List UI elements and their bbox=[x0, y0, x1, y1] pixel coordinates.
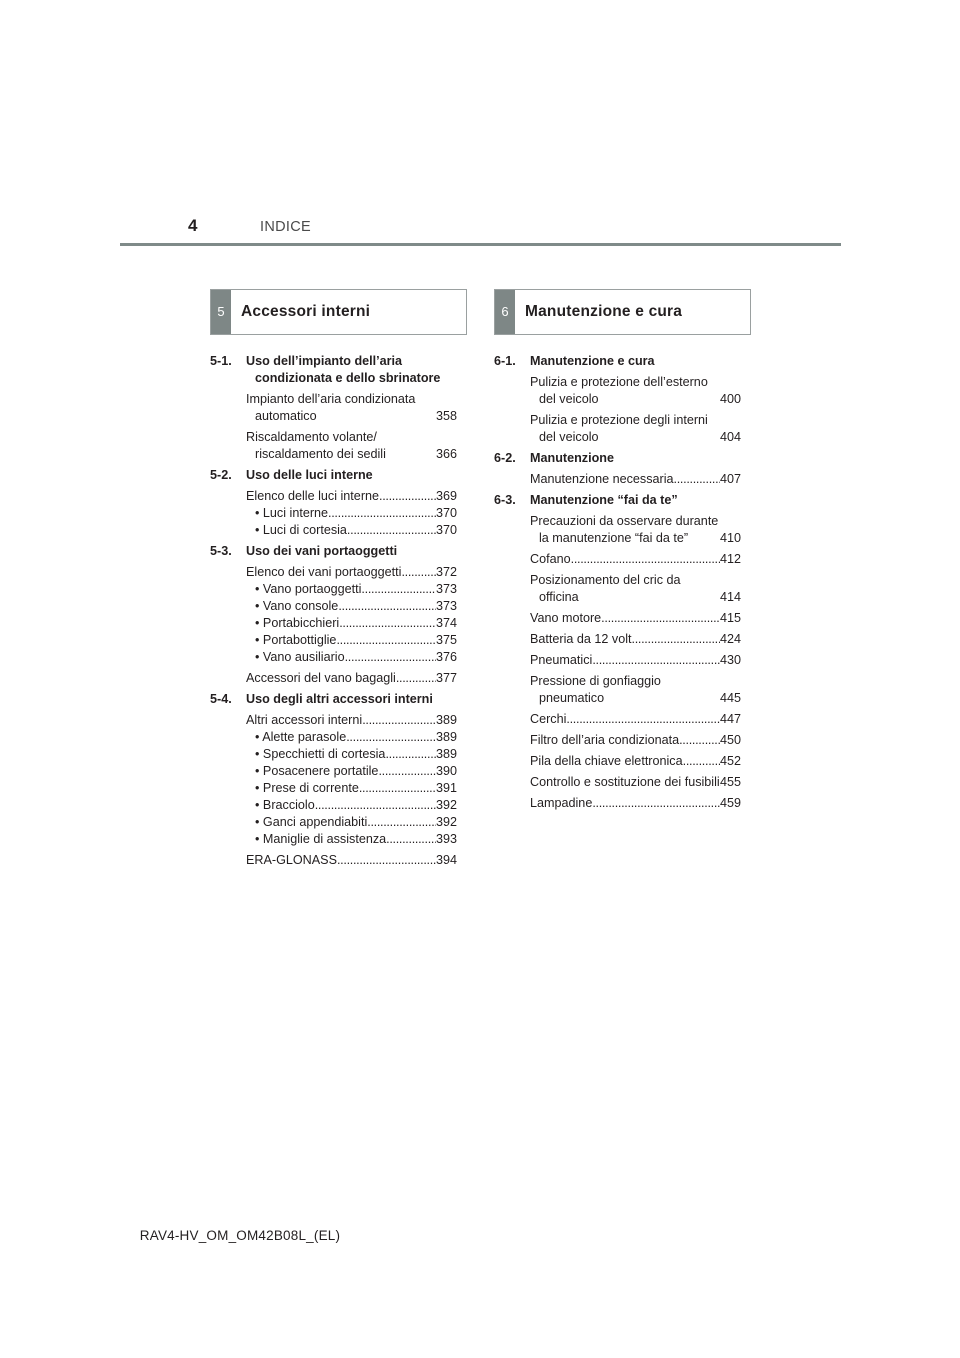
toc-page-number: 392 bbox=[435, 798, 457, 812]
toc-entry[interactable] bbox=[530, 652, 741, 669]
dot-leader bbox=[396, 670, 436, 687]
toc-page-number: 424 bbox=[719, 632, 741, 646]
toc-entry-text: Lampadine bbox=[530, 796, 593, 810]
toc-entry-text: ERA-GLONASS bbox=[246, 853, 337, 867]
toc-page-number: 389 bbox=[435, 730, 457, 744]
toc-entry[interactable] bbox=[246, 505, 457, 522]
toc-page-number: 393 bbox=[435, 832, 457, 846]
dot-leader bbox=[592, 795, 720, 812]
toc-entry-text: Pulizia e protezione degli interni del veicolo bbox=[530, 413, 708, 444]
dot-leader bbox=[592, 652, 720, 669]
dot-leader bbox=[315, 797, 436, 814]
dot-leader bbox=[385, 746, 436, 763]
section-title: Accessori interni bbox=[241, 303, 371, 320]
toc-entry-text: Vano motore bbox=[530, 611, 602, 625]
bullet-entry-text: • Alette parasole bbox=[255, 730, 347, 744]
subsection-heading bbox=[494, 492, 741, 509]
subsection-title: Uso dei vani portaoggetti bbox=[246, 544, 398, 558]
toc-page-number: 373 bbox=[435, 599, 457, 613]
toc-entry[interactable] bbox=[246, 391, 457, 425]
bullet-entry-text: • Vano ausiliario bbox=[255, 650, 345, 664]
toc-entry-text: Pila della chiave elettronica bbox=[530, 754, 683, 768]
toc-page-number: 370 bbox=[435, 506, 457, 520]
toc-entry[interactable] bbox=[246, 522, 457, 539]
toc-entry-text: Altri accessori interni bbox=[246, 713, 363, 727]
toc-page-number: 400 bbox=[719, 392, 741, 406]
toc-entry[interactable] bbox=[246, 780, 457, 797]
toc-page-number: 414 bbox=[719, 590, 741, 604]
toc-page-number: 430 bbox=[719, 653, 741, 667]
dot-leader bbox=[674, 471, 720, 488]
dot-leader bbox=[683, 753, 720, 770]
bullet-entry-text: • Ganci appendiabiti bbox=[255, 815, 368, 829]
toc-page-number: 415 bbox=[719, 611, 741, 625]
subsection-number: 6-2. bbox=[494, 451, 516, 465]
subsection-title: Manutenzione e cura bbox=[530, 354, 655, 368]
toc-page-number: 375 bbox=[435, 633, 457, 647]
toc-entry-text: Impianto dell’aria condizionata automatico bbox=[246, 392, 416, 423]
bullet-entry-text: • Luci di cortesia bbox=[255, 523, 347, 537]
bullet-entry-text: • Prese di corrente bbox=[255, 781, 359, 795]
toc-entry[interactable] bbox=[246, 564, 457, 581]
toc-page-number: 373 bbox=[435, 582, 457, 596]
subsection-heading bbox=[210, 543, 457, 560]
bullet-entry-text: • Portabicchieri bbox=[255, 616, 340, 630]
toc-entry-text: Batteria da 12 volt bbox=[530, 632, 632, 646]
bullet-entry-text: • Posacenere portatile bbox=[255, 764, 379, 778]
toc-page-number: 452 bbox=[719, 754, 741, 768]
toc-entry-text: Controllo e sostituzione dei fusibili bbox=[530, 775, 720, 789]
toc-entry-text: Vano ausiliario bbox=[262, 650, 345, 664]
dot-leader bbox=[632, 631, 720, 648]
toc-entry[interactable] bbox=[246, 852, 457, 869]
subsection-number: 5-2. bbox=[210, 468, 232, 482]
toc-page-number: 407 bbox=[719, 472, 741, 486]
toc-page-number: 392 bbox=[435, 815, 457, 829]
toc-page-number: 370 bbox=[435, 523, 457, 537]
dot-leader bbox=[336, 632, 436, 649]
toc-entry-text: Filtro dell’aria condizionata bbox=[530, 733, 680, 747]
toc-page-number: 459 bbox=[719, 796, 741, 810]
toc-entry-text: Luci di cortesia bbox=[262, 523, 347, 537]
toc-entry[interactable] bbox=[246, 797, 457, 814]
toc-entry[interactable] bbox=[246, 831, 457, 848]
toc-entry[interactable] bbox=[246, 488, 457, 505]
dot-leader bbox=[571, 551, 720, 568]
toc-entry-text: Bracciolo bbox=[262, 798, 315, 812]
toc-entry-text: Specchietti di cortesia bbox=[262, 747, 386, 761]
subsection-number: 5-4. bbox=[210, 692, 232, 706]
toc-page-number: 450 bbox=[719, 733, 741, 747]
dot-leader bbox=[566, 711, 720, 728]
bullet-entry-text: • Luci interne bbox=[255, 506, 329, 520]
subsection-heading bbox=[494, 353, 741, 370]
toc-entry-text: Alette parasole bbox=[262, 730, 347, 744]
dot-leader bbox=[359, 780, 436, 797]
subsection-number: 6-1. bbox=[494, 354, 516, 368]
toc-entry[interactable] bbox=[530, 610, 741, 627]
dot-leader bbox=[338, 598, 436, 615]
section-header-6 bbox=[494, 289, 751, 335]
subsection-title: Uso delle luci interne bbox=[246, 468, 373, 482]
toc-entry-text: Ganci appendiabiti bbox=[262, 815, 368, 829]
subsection-heading bbox=[210, 353, 457, 387]
toc-entry[interactable] bbox=[246, 712, 457, 729]
dot-leader bbox=[378, 763, 436, 780]
toc-entry[interactable] bbox=[530, 374, 741, 408]
toc-entry[interactable] bbox=[530, 753, 741, 770]
toc-entry[interactable] bbox=[530, 551, 741, 568]
toc-page-number: 410 bbox=[719, 531, 741, 545]
toc-entry-text: Maniglie di assistenza bbox=[262, 832, 387, 846]
toc-entry-text: Manutenzione necessaria bbox=[530, 472, 674, 486]
toc-page-number: 404 bbox=[719, 430, 741, 444]
dot-leader bbox=[601, 610, 720, 627]
toc-page-number: 374 bbox=[435, 616, 457, 630]
toc-entry-text: Accessori del vano bagagli bbox=[246, 671, 396, 685]
subsection-title: Manutenzione bbox=[530, 451, 614, 465]
dot-leader bbox=[362, 712, 436, 729]
subsection-number: 6-3. bbox=[494, 493, 516, 507]
toc-column-left bbox=[210, 353, 457, 869]
subsection-heading bbox=[210, 691, 457, 708]
toc-entry-text: Portabicchieri bbox=[262, 616, 340, 630]
page-number: 4 bbox=[188, 216, 198, 235]
section-number-tab: 6 bbox=[495, 290, 515, 334]
toc-entry[interactable] bbox=[530, 711, 741, 728]
toc-entry[interactable] bbox=[246, 581, 457, 598]
toc-page-number: 394 bbox=[435, 853, 457, 867]
toc-page-number: 391 bbox=[435, 781, 457, 795]
dot-leader bbox=[345, 649, 436, 666]
toc-page-number: 369 bbox=[435, 489, 457, 503]
dot-leader bbox=[386, 831, 436, 848]
toc-entry[interactable] bbox=[530, 774, 741, 791]
toc-column-right bbox=[494, 353, 741, 812]
subsection-title: Uso dell’impianto dell’aria condizionata e dello sbrinatore bbox=[246, 354, 441, 385]
toc-entry-text: Prese di corrente bbox=[262, 781, 359, 795]
dot-leader bbox=[346, 729, 436, 746]
subsection-title: Manutenzione “fai da te” bbox=[530, 493, 678, 507]
dot-leader bbox=[679, 732, 720, 749]
toc-entry-text: Elenco dei vani portaoggetti bbox=[246, 565, 402, 579]
toc-entry-text: Vano portaoggetti bbox=[262, 582, 362, 596]
toc-entry[interactable] bbox=[530, 732, 741, 749]
toc-entry[interactable] bbox=[246, 615, 457, 632]
toc-entry-text: Cofano bbox=[530, 552, 571, 566]
bullet-entry-text: • Vano portaoggetti bbox=[255, 582, 362, 596]
section-title: Manutenzione e cura bbox=[525, 303, 683, 320]
toc-entry-text: Pneumatici bbox=[530, 653, 593, 667]
section-number-tab: 5 bbox=[211, 290, 231, 334]
toc-entry[interactable] bbox=[246, 814, 457, 831]
dot-leader bbox=[379, 488, 436, 505]
toc-entry[interactable] bbox=[246, 649, 457, 666]
toc-entry[interactable] bbox=[530, 572, 741, 606]
toc-entry-text: Vano console bbox=[262, 599, 339, 613]
toc-entry-text: Elenco delle luci interne bbox=[246, 489, 380, 503]
toc-page-number: 455 bbox=[719, 775, 741, 789]
toc-entry-text: Pulizia e protezione dell’esterno del veicolo bbox=[530, 375, 708, 406]
toc-entry-text: Precauzioni da osservare durante la manutenzione “fai da te” bbox=[530, 514, 719, 545]
toc-page-number: 389 bbox=[435, 747, 457, 761]
toc-entry-text: Posizionamento del cric da officina bbox=[530, 573, 681, 604]
toc-page-number: 389 bbox=[435, 713, 457, 727]
toc-entry[interactable] bbox=[530, 471, 741, 488]
toc-entry[interactable] bbox=[530, 673, 741, 707]
toc-page-number: 372 bbox=[435, 565, 457, 579]
toc-page-number: 447 bbox=[719, 712, 741, 726]
toc-entry[interactable] bbox=[246, 632, 457, 649]
page-title: INDICE bbox=[260, 219, 311, 235]
subsection-title: Uso degli altri accessori interni bbox=[246, 692, 433, 706]
toc-page-number: 445 bbox=[719, 691, 741, 705]
toc-entry[interactable] bbox=[530, 412, 741, 446]
toc-page-number: 377 bbox=[435, 671, 457, 685]
toc-entry-text: Portabottiglie bbox=[262, 633, 337, 647]
toc-entry-text: Pressione di gonfiaggio pneumatico bbox=[530, 674, 661, 705]
dot-leader bbox=[337, 852, 436, 869]
toc-entry[interactable] bbox=[530, 631, 741, 648]
toc-entry[interactable] bbox=[530, 513, 741, 547]
toc-page-number: 412 bbox=[719, 552, 741, 566]
subsection-number: 5-3. bbox=[210, 544, 232, 558]
toc-entry-text: Luci interne bbox=[262, 506, 329, 520]
toc-entry-text: Posacenere portatile bbox=[262, 764, 379, 778]
bullet-entry-text: • Maniglie di assistenza bbox=[255, 832, 387, 846]
dot-leader bbox=[367, 814, 436, 831]
toc-page-number: 366 bbox=[435, 447, 457, 461]
toc-entry[interactable] bbox=[246, 598, 457, 615]
dot-leader bbox=[401, 564, 436, 581]
dot-leader bbox=[347, 522, 436, 539]
subsection-heading bbox=[210, 467, 457, 484]
document-code: RAV4-HV_OM_OM42B08L_(EL) bbox=[139, 1228, 341, 1243]
toc-entry-text: Riscaldamento volante/ riscaldamento dei sedili bbox=[246, 430, 386, 461]
bullet-entry-text: • Specchietti di cortesia bbox=[255, 747, 386, 761]
bullet-entry-text: • Bracciolo bbox=[255, 798, 315, 812]
toc-entry[interactable] bbox=[246, 670, 457, 687]
toc-page-number: 358 bbox=[435, 409, 457, 423]
bullet-entry-text: • Vano console bbox=[255, 599, 339, 613]
toc-entry[interactable] bbox=[246, 729, 457, 746]
dot-leader bbox=[339, 615, 436, 632]
toc-entry[interactable] bbox=[246, 763, 457, 780]
toc-entry[interactable] bbox=[530, 795, 741, 812]
bullet-entry-text: • Portabottiglie bbox=[255, 633, 337, 647]
subsection-number: 5-1. bbox=[210, 354, 232, 368]
toc-entry[interactable] bbox=[246, 746, 457, 763]
dot-leader bbox=[328, 505, 436, 522]
toc-entry-text: Cerchi bbox=[530, 712, 567, 726]
subsection-heading bbox=[494, 450, 741, 467]
dot-leader bbox=[361, 581, 436, 598]
header-rule bbox=[120, 243, 841, 246]
toc-entry[interactable] bbox=[246, 429, 457, 463]
section-header-5 bbox=[210, 289, 467, 335]
toc-page-number: 390 bbox=[435, 764, 457, 778]
toc-page-number: 376 bbox=[435, 650, 457, 664]
